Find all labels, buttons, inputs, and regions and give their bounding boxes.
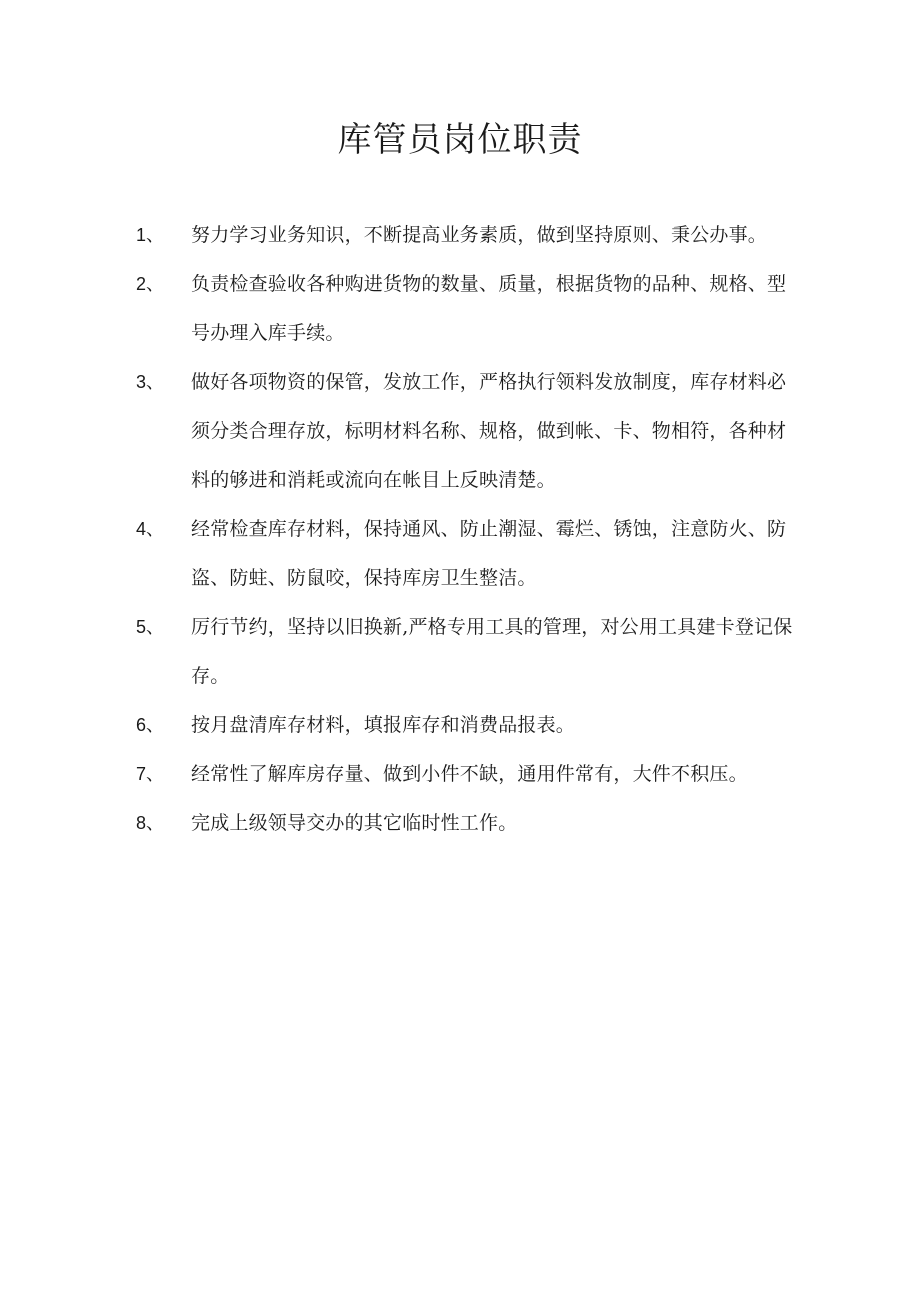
list-item: [136, 260, 796, 358]
item-number: 5、: [136, 617, 165, 637]
list-item: [136, 358, 796, 505]
item-number: 2、: [136, 274, 165, 294]
item-text: 负责检查验收各种购进货物的数量、质量，根据货物的品种、规格、型号办理入库手续。: [191, 273, 787, 344]
page-title: 库管员岗位职责: [337, 120, 583, 160]
list-item: [136, 603, 796, 701]
item-text: 按月盘清库存材料，填报库存和消费品报表。: [191, 714, 576, 736]
list-item: [136, 701, 796, 750]
item-number: 4、: [136, 519, 165, 539]
list-item: [136, 799, 796, 848]
item-text: 经常检查库存材料，保持通风、防止潮湿、霉烂、锈蚀，注意防火、防盗、防蛀、防鼠咬，保持库房卫生整洁。: [191, 518, 787, 589]
list-item: [136, 211, 796, 260]
item-text: 完成上级领导交办的其它临时性工作。: [191, 812, 518, 834]
list-item: [136, 750, 796, 799]
item-number: 7、: [136, 764, 165, 784]
item-number: 8、: [136, 813, 165, 833]
item-text: 努力学习业务知识，不断提高业务素质，做到坚持原则、秉公办事。: [191, 224, 768, 246]
item-number: 3、: [136, 372, 165, 392]
duty-list: [136, 211, 796, 848]
item-text: 经常性了解库房存量、做到小件不缺，通用件常有，大件不积压。: [191, 763, 748, 785]
list-item: [136, 505, 796, 603]
item-text: 厉行节约，坚持以旧换新,严格专用工具的管理，对公用工具建卡登记保存。: [191, 616, 793, 687]
item-number: 1、: [136, 225, 165, 245]
item-text: 做好各项物资的保管，发放工作，严格执行领料发放制度，库存材料必须分类合理存放，标明材料名称、规格，做到帐、卡、物相符，各种材料的够进和消耗或流向在帐目上反映清楚。: [191, 371, 787, 491]
item-number: 6、: [136, 715, 165, 735]
